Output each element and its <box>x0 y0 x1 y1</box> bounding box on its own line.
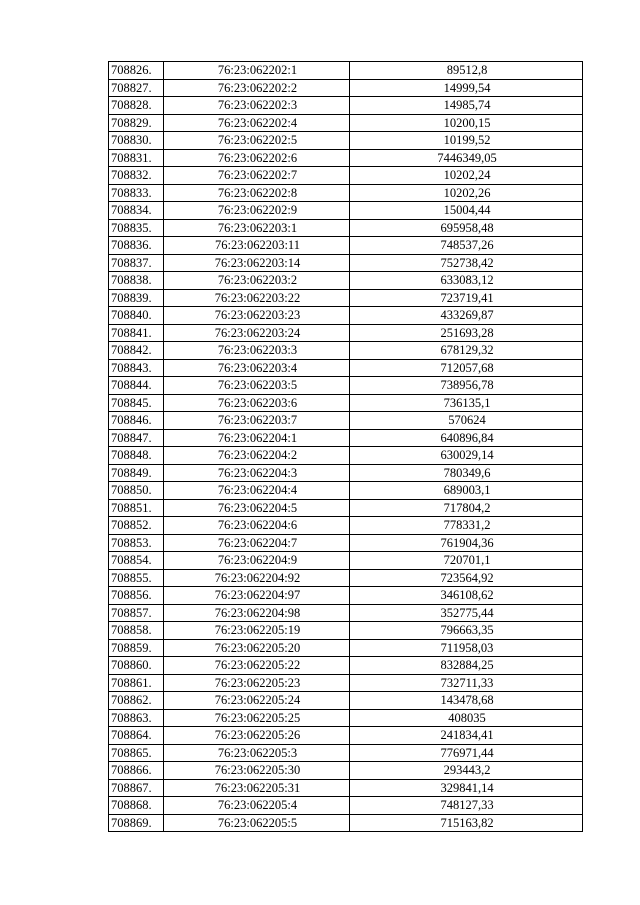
cadastral-number-cell: 76:23:062204:2 <box>164 447 350 465</box>
cadastral-number-cell: 76:23:062203:3 <box>164 342 350 360</box>
value-cell: 780349,6 <box>350 464 583 482</box>
row-number-cell: 708866. <box>109 762 164 780</box>
table-row <box>109 184 583 202</box>
table-row <box>109 429 583 447</box>
value-cell: 251693,28 <box>350 324 583 342</box>
cadastral-number-cell: 76:23:062204:5 <box>164 499 350 517</box>
table-row <box>109 762 583 780</box>
value-cell: 630029,14 <box>350 447 583 465</box>
row-number-cell: 708869. <box>109 814 164 832</box>
row-number-cell: 708863. <box>109 709 164 727</box>
value-cell: 143478,68 <box>350 692 583 710</box>
table-row <box>109 552 583 570</box>
cadastral-number-cell: 76:23:062205:3 <box>164 744 350 762</box>
value-cell: 748537,26 <box>350 237 583 255</box>
row-number-cell: 708827. <box>109 79 164 97</box>
value-cell: 640896,84 <box>350 429 583 447</box>
cadastral-number-cell: 76:23:062202:4 <box>164 114 350 132</box>
value-cell: 715163,82 <box>350 814 583 832</box>
row-number-cell: 708847. <box>109 429 164 447</box>
table-row <box>109 324 583 342</box>
cadastral-number-cell: 76:23:062202:5 <box>164 132 350 150</box>
value-cell: 7446349,05 <box>350 149 583 167</box>
table-row <box>109 779 583 797</box>
row-number-cell: 708861. <box>109 674 164 692</box>
table-row <box>109 587 583 605</box>
row-number-cell: 708837. <box>109 254 164 272</box>
cadastral-number-cell: 76:23:062203:11 <box>164 237 350 255</box>
value-cell: 10199,52 <box>350 132 583 150</box>
value-cell: 408035 <box>350 709 583 727</box>
value-cell: 10202,24 <box>350 167 583 185</box>
row-number-cell: 708856. <box>109 587 164 605</box>
value-cell: 720701,1 <box>350 552 583 570</box>
table-row <box>109 79 583 97</box>
table-row <box>109 202 583 220</box>
value-cell: 689003,1 <box>350 482 583 500</box>
value-cell: 678129,32 <box>350 342 583 360</box>
cadastral-number-cell: 76:23:062204:98 <box>164 604 350 622</box>
value-cell: 761904,36 <box>350 534 583 552</box>
table-row <box>109 639 583 657</box>
value-cell: 14985,74 <box>350 97 583 115</box>
table-row <box>109 604 583 622</box>
cadastral-number-cell: 76:23:062203:14 <box>164 254 350 272</box>
table-row <box>109 289 583 307</box>
value-cell: 352775,44 <box>350 604 583 622</box>
row-number-cell: 708833. <box>109 184 164 202</box>
row-number-cell: 708868. <box>109 797 164 815</box>
table-row <box>109 359 583 377</box>
cadastral-number-cell: 76:23:062205:19 <box>164 622 350 640</box>
cadastral-number-cell: 76:23:062205:24 <box>164 692 350 710</box>
table-row <box>109 727 583 745</box>
value-cell: 89512,8 <box>350 62 583 80</box>
table-row <box>109 797 583 815</box>
value-cell: 15004,44 <box>350 202 583 220</box>
row-number-cell: 708828. <box>109 97 164 115</box>
cadastral-number-cell: 76:23:062202:6 <box>164 149 350 167</box>
row-number-cell: 708858. <box>109 622 164 640</box>
row-number-cell: 708845. <box>109 394 164 412</box>
cadastral-number-cell: 76:23:062204:6 <box>164 517 350 535</box>
row-number-cell: 708826. <box>109 62 164 80</box>
value-cell: 14999,54 <box>350 79 583 97</box>
cadastral-number-cell: 76:23:062203:24 <box>164 324 350 342</box>
row-number-cell: 708860. <box>109 657 164 675</box>
row-number-cell: 708852. <box>109 517 164 535</box>
table-row <box>109 342 583 360</box>
table-row <box>109 272 583 290</box>
value-cell: 241834,41 <box>350 727 583 745</box>
table-row <box>109 62 583 80</box>
table-row <box>109 149 583 167</box>
value-cell: 752738,42 <box>350 254 583 272</box>
cadastral-number-cell: 76:23:062205:23 <box>164 674 350 692</box>
table-row <box>109 499 583 517</box>
row-number-cell: 708830. <box>109 132 164 150</box>
value-cell: 748127,33 <box>350 797 583 815</box>
row-number-cell: 708848. <box>109 447 164 465</box>
table-row <box>109 482 583 500</box>
value-cell: 796663,35 <box>350 622 583 640</box>
cadastral-number-cell: 76:23:062205:30 <box>164 762 350 780</box>
table-row <box>109 744 583 762</box>
value-cell: 776971,44 <box>350 744 583 762</box>
row-number-cell: 708841. <box>109 324 164 342</box>
row-number-cell: 708838. <box>109 272 164 290</box>
cadastral-number-cell: 76:23:062205:25 <box>164 709 350 727</box>
cadastral-number-cell: 76:23:062202:9 <box>164 202 350 220</box>
value-cell: 712057,68 <box>350 359 583 377</box>
table-row <box>109 692 583 710</box>
row-number-cell: 708867. <box>109 779 164 797</box>
cadastral-number-cell: 76:23:062203:1 <box>164 219 350 237</box>
value-cell: 433269,87 <box>350 307 583 325</box>
row-number-cell: 708850. <box>109 482 164 500</box>
value-cell: 732711,33 <box>350 674 583 692</box>
table-row <box>109 219 583 237</box>
row-number-cell: 708842. <box>109 342 164 360</box>
row-number-cell: 708840. <box>109 307 164 325</box>
value-cell: 293443,2 <box>350 762 583 780</box>
row-number-cell: 708864. <box>109 727 164 745</box>
table-row <box>109 569 583 587</box>
table-row <box>109 674 583 692</box>
cadastral-number-cell: 76:23:062205:31 <box>164 779 350 797</box>
cadastral-number-cell: 76:23:062204:97 <box>164 587 350 605</box>
cadastral-number-cell: 76:23:062204:1 <box>164 429 350 447</box>
row-number-cell: 708829. <box>109 114 164 132</box>
cadastral-number-cell: 76:23:062204:3 <box>164 464 350 482</box>
value-cell: 717804,2 <box>350 499 583 517</box>
value-cell: 738956,78 <box>350 377 583 395</box>
cadastral-number-cell: 76:23:062203:2 <box>164 272 350 290</box>
cadastral-number-cell: 76:23:062203:5 <box>164 377 350 395</box>
value-cell: 695958,48 <box>350 219 583 237</box>
cadastral-number-cell: 76:23:062205:4 <box>164 797 350 815</box>
cadastral-number-cell: 76:23:062202:1 <box>164 62 350 80</box>
cadastral-number-cell: 76:23:062202:8 <box>164 184 350 202</box>
value-cell: 736135,1 <box>350 394 583 412</box>
row-number-cell: 708851. <box>109 499 164 517</box>
row-number-cell: 708839. <box>109 289 164 307</box>
row-number-cell: 708832. <box>109 167 164 185</box>
table-row <box>109 114 583 132</box>
row-number-cell: 708862. <box>109 692 164 710</box>
cadastral-number-cell: 76:23:062205:5 <box>164 814 350 832</box>
table-row <box>109 97 583 115</box>
table-row <box>109 254 583 272</box>
cadastral-number-cell: 76:23:062204:7 <box>164 534 350 552</box>
cadastral-number-cell: 76:23:062202:3 <box>164 97 350 115</box>
row-number-cell: 708844. <box>109 377 164 395</box>
table-row <box>109 307 583 325</box>
row-number-cell: 708831. <box>109 149 164 167</box>
table-row <box>109 622 583 640</box>
table-row <box>109 394 583 412</box>
table-row <box>109 412 583 430</box>
table-row <box>109 517 583 535</box>
cadastral-number-cell: 76:23:062204:4 <box>164 482 350 500</box>
row-number-cell: 708854. <box>109 552 164 570</box>
value-cell: 346108,62 <box>350 587 583 605</box>
table-row <box>109 534 583 552</box>
row-number-cell: 708859. <box>109 639 164 657</box>
table-row <box>109 377 583 395</box>
value-cell: 723564,92 <box>350 569 583 587</box>
value-cell: 723719,41 <box>350 289 583 307</box>
value-cell: 633083,12 <box>350 272 583 290</box>
cadastral-table <box>108 61 583 832</box>
table-row <box>109 709 583 727</box>
row-number-cell: 708846. <box>109 412 164 430</box>
row-number-cell: 708843. <box>109 359 164 377</box>
table-row <box>109 167 583 185</box>
value-cell: 778331,2 <box>350 517 583 535</box>
cadastral-number-cell: 76:23:062204:9 <box>164 552 350 570</box>
row-number-cell: 708836. <box>109 237 164 255</box>
table-row <box>109 657 583 675</box>
value-cell: 329841,14 <box>350 779 583 797</box>
row-number-cell: 708857. <box>109 604 164 622</box>
cadastral-number-cell: 76:23:062205:26 <box>164 727 350 745</box>
row-number-cell: 708855. <box>109 569 164 587</box>
cadastral-number-cell: 76:23:062203:22 <box>164 289 350 307</box>
row-number-cell: 708834. <box>109 202 164 220</box>
cadastral-number-cell: 76:23:062203:7 <box>164 412 350 430</box>
row-number-cell: 708835. <box>109 219 164 237</box>
cadastral-number-cell: 76:23:062203:6 <box>164 394 350 412</box>
row-number-cell: 708865. <box>109 744 164 762</box>
table-row <box>109 237 583 255</box>
table-row <box>109 447 583 465</box>
cadastral-number-cell: 76:23:062204:92 <box>164 569 350 587</box>
table-body <box>109 62 583 832</box>
value-cell: 10202,26 <box>350 184 583 202</box>
table-row <box>109 132 583 150</box>
cadastral-number-cell: 76:23:062203:23 <box>164 307 350 325</box>
cadastral-number-cell: 76:23:062205:22 <box>164 657 350 675</box>
cadastral-number-cell: 76:23:062203:4 <box>164 359 350 377</box>
table-row <box>109 814 583 832</box>
value-cell: 711958,03 <box>350 639 583 657</box>
row-number-cell: 708853. <box>109 534 164 552</box>
cadastral-number-cell: 76:23:062202:7 <box>164 167 350 185</box>
row-number-cell: 708849. <box>109 464 164 482</box>
value-cell: 10200,15 <box>350 114 583 132</box>
value-cell: 832884,25 <box>350 657 583 675</box>
value-cell: 570624 <box>350 412 583 430</box>
cadastral-number-cell: 76:23:062202:2 <box>164 79 350 97</box>
table-row <box>109 464 583 482</box>
cadastral-number-cell: 76:23:062205:20 <box>164 639 350 657</box>
